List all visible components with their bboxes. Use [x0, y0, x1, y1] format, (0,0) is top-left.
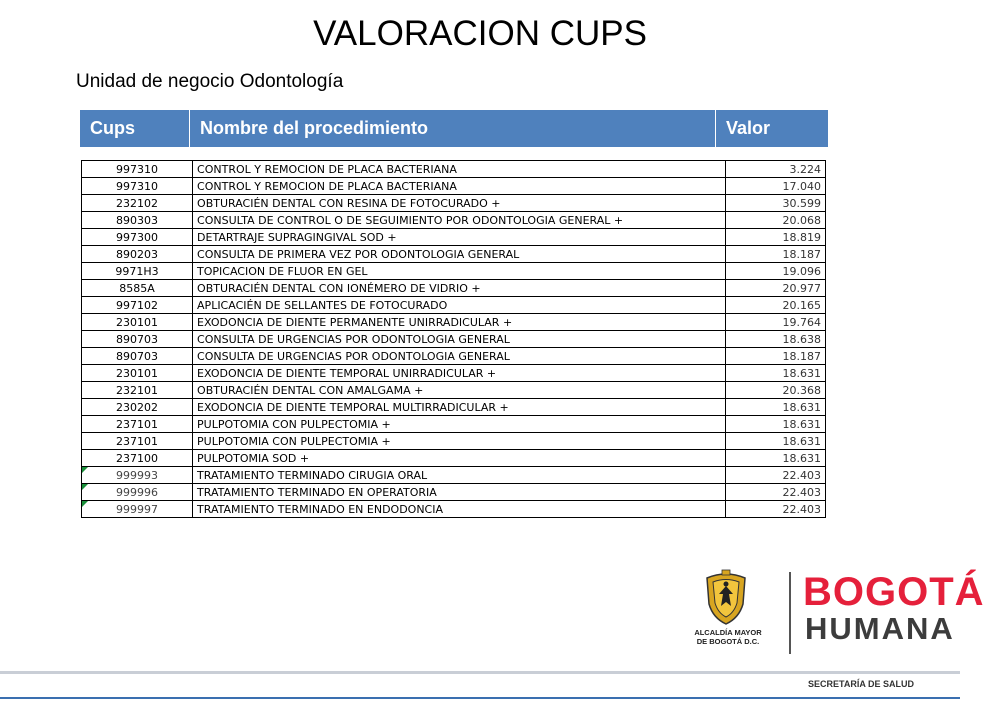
cups-code-cell	[82, 467, 193, 484]
table-row	[82, 212, 826, 229]
cups-code-cell	[82, 280, 193, 297]
cups-code: 999993	[116, 468, 159, 482]
alcaldia-line1: ALCALDÍA MAYOR	[694, 628, 762, 637]
cups-code: 890703	[116, 349, 159, 363]
cups-code: 230101	[116, 366, 159, 380]
value-cell: 22.403	[726, 501, 826, 518]
value-cell: 19.764	[726, 314, 826, 331]
procedures-table	[81, 160, 826, 518]
header-cups: Cups	[80, 110, 190, 147]
table-row	[82, 263, 826, 280]
value-cell: 18.187	[726, 348, 826, 365]
cups-code-cell	[82, 161, 193, 178]
cups-code: 237100	[116, 451, 159, 465]
cups-code: 230101	[116, 315, 159, 329]
cups-code-cell	[82, 297, 193, 314]
cups-code-cell	[82, 263, 193, 280]
procedure-name-cell: PULPOTOMIA SOD +	[193, 450, 726, 467]
value-cell: 22.403	[726, 484, 826, 501]
procedure-name-cell: OBTURACIÉN DENTAL CON IONÉMERO DE VIDRIO +	[193, 280, 726, 297]
value-cell: 18.631	[726, 365, 826, 382]
cups-code-cell	[82, 212, 193, 229]
procedure-name-cell: TOPICACION DE FLUOR EN GEL	[193, 263, 726, 280]
cups-code: 8585A	[119, 281, 155, 295]
procedure-name-cell: EXODONCIA DE DIENTE PERMANENTE UNIRRADICULAR +	[193, 314, 726, 331]
cups-code: 997300	[116, 230, 159, 244]
table-row	[82, 314, 826, 331]
procedure-name-cell: TRATAMIENTO TERMINADO EN OPERATORIA	[193, 484, 726, 501]
table-row	[82, 178, 826, 195]
procedure-name-cell: CONSULTA DE CONTROL O DE SEGUIMIENTO POR ODONTOLOGIA GENERAL +	[193, 212, 726, 229]
cups-code-cell	[82, 382, 193, 399]
table-row	[82, 161, 826, 178]
value-cell: 19.096	[726, 263, 826, 280]
value-cell: 20.068	[726, 212, 826, 229]
table-row	[82, 433, 826, 450]
humana-wordmark: HUMANA	[805, 611, 955, 646]
cups-code-cell	[82, 399, 193, 416]
procedure-name-cell: TRATAMIENTO TERMINADO CIRUGIA ORAL	[193, 467, 726, 484]
value-cell: 20.368	[726, 382, 826, 399]
cups-code: 232101	[116, 383, 159, 397]
cups-code-cell	[82, 501, 193, 518]
procedure-name-cell: PULPOTOMIA CON PULPECTOMIA +	[193, 433, 726, 450]
error-indicator-icon	[82, 467, 88, 473]
procedure-name-cell: APLICACIÉN DE SELLANTES DE FOTOCURADO	[193, 297, 726, 314]
cups-code-cell	[82, 195, 193, 212]
procedure-name-cell: CONTROL Y REMOCION DE PLACA BACTERIANA	[193, 178, 726, 195]
cups-code: 999997	[116, 502, 159, 516]
cups-code: 890703	[116, 332, 159, 346]
cups-code: 230202	[116, 400, 159, 414]
footer-label: SECRETARÍA DE SALUD	[808, 679, 915, 689]
cups-code: 999996	[116, 485, 159, 499]
table-row	[82, 484, 826, 501]
value-cell: 18.631	[726, 450, 826, 467]
cups-code: 890303	[116, 213, 159, 227]
cups-code: 997310	[116, 162, 159, 176]
cups-code-cell	[82, 365, 193, 382]
procedure-name-cell: CONSULTA DE URGENCIAS POR ODONTOLOGIA GENERAL	[193, 348, 726, 365]
table-row	[82, 416, 826, 433]
cups-code-cell	[82, 450, 193, 467]
procedure-name-cell: OBTURACIÉN DENTAL CON AMALGAMA +	[193, 382, 726, 399]
cups-code-cell	[82, 484, 193, 501]
value-cell: 18.631	[726, 433, 826, 450]
value-cell: 18.631	[726, 416, 826, 433]
table-row	[82, 399, 826, 416]
footer-divider-top	[0, 671, 960, 674]
value-cell: 18.187	[726, 246, 826, 263]
alcaldia-label	[683, 628, 773, 646]
procedure-name-cell: CONSULTA DE URGENCIAS POR ODONTOLOGIA GENERAL	[193, 331, 726, 348]
value-cell: 20.165	[726, 297, 826, 314]
procedure-name-cell: EXODONCIA DE DIENTE TEMPORAL MULTIRRADICULAR +	[193, 399, 726, 416]
procedure-name-cell: CONTROL Y REMOCION DE PLACA BACTERIANA	[193, 161, 726, 178]
cups-code-cell	[82, 433, 193, 450]
table-row	[82, 467, 826, 484]
cups-code-cell	[82, 178, 193, 195]
header-nombre: Nombre del procedimiento	[190, 110, 716, 147]
value-cell: 22.403	[726, 467, 826, 484]
cups-code: 237101	[116, 434, 159, 448]
value-cell: 18.819	[726, 229, 826, 246]
cups-code-cell	[82, 331, 193, 348]
procedure-name-cell: DETARTRAJE SUPRAGINGIVAL SOD +	[193, 229, 726, 246]
error-indicator-icon	[82, 501, 88, 507]
cups-code: 237101	[116, 417, 159, 431]
value-cell: 3.224	[726, 161, 826, 178]
alcaldia-line2: DE BOGOTÁ D.C.	[696, 637, 760, 646]
cups-code-cell	[82, 416, 193, 433]
procedure-name-cell: EXODONCIA DE DIENTE TEMPORAL UNIRRADICULAR +	[193, 365, 726, 382]
page-subtitle: Unidad de negocio Odontología	[76, 71, 344, 92]
cups-code: 997102	[116, 298, 159, 312]
table-row	[82, 348, 826, 365]
procedure-name-cell: PULPOTOMIA CON PULPECTOMIA +	[193, 416, 726, 433]
cups-code-cell	[82, 246, 193, 263]
coat-of-arms-icon	[703, 570, 749, 626]
value-cell: 17.040	[726, 178, 826, 195]
value-cell: 30.599	[726, 195, 826, 212]
value-cell: 18.638	[726, 331, 826, 348]
cups-code: 9971H3	[115, 264, 159, 278]
table-row	[82, 297, 826, 314]
table-row	[82, 229, 826, 246]
footer-divider-bottom	[0, 697, 960, 699]
cups-code-cell	[82, 229, 193, 246]
logo-divider	[789, 572, 791, 654]
cups-code-cell	[82, 314, 193, 331]
cups-code-cell	[82, 348, 193, 365]
table-row	[82, 331, 826, 348]
cups-code: 232102	[116, 196, 159, 210]
procedure-name-cell: CONSULTA DE PRIMERA VEZ POR ODONTOLOGIA GENERAL	[193, 246, 726, 263]
procedure-name-cell: TRATAMIENTO TERMINADO EN ENDODONCIA	[193, 501, 726, 518]
error-indicator-icon	[82, 484, 88, 490]
cups-code: 997310	[116, 179, 159, 193]
value-cell: 20.977	[726, 280, 826, 297]
page-title: VALORACION CUPS	[313, 14, 647, 53]
table-row	[82, 280, 826, 297]
table-row	[82, 195, 826, 212]
table-row	[82, 501, 826, 518]
value-cell: 18.631	[726, 399, 826, 416]
logo-area	[683, 566, 985, 662]
cups-code: 890203	[116, 247, 159, 261]
header-valor: Valor	[726, 118, 771, 138]
table-row	[82, 450, 826, 467]
procedure-name-cell: OBTURACIÉN DENTAL CON RESINA DE FOTOCURADO +	[193, 195, 726, 212]
table-row	[82, 246, 826, 263]
table-row	[82, 365, 826, 382]
table-row	[82, 382, 826, 399]
table-header	[80, 110, 828, 147]
bogota-wordmark: BOGOTÁ	[803, 570, 985, 614]
